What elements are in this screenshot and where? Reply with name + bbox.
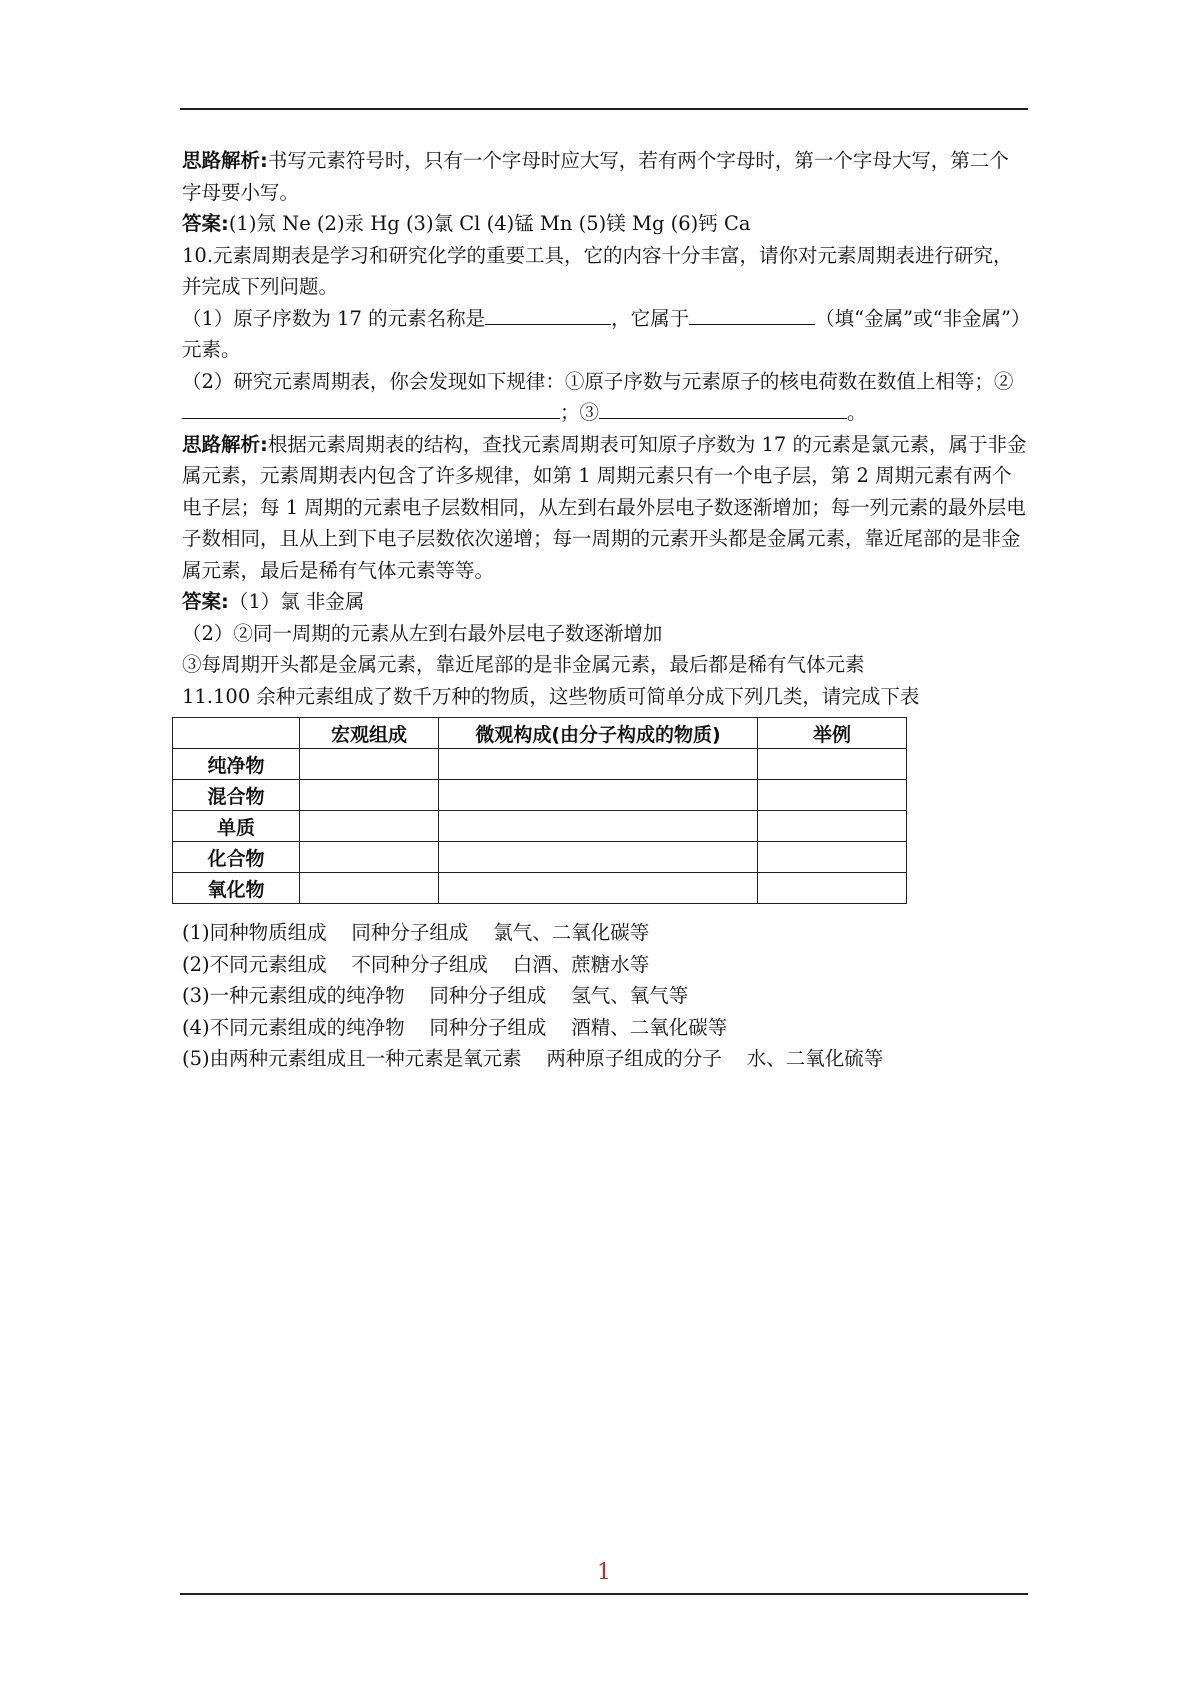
- page-number: 1: [597, 1560, 611, 1585]
- q10-stem: 10.元素周期表是学习和研究化学的重要工具，它的内容十分丰富，请你对元素周期表进行研究，并完成下列问题。: [182, 243, 1013, 298]
- table-row: [173, 842, 907, 873]
- q10-part2: [182, 366, 1028, 429]
- header-rule: [180, 108, 1028, 110]
- part2-text-a: （2）研究元素周期表，你会发现如下规律：①原子序数与元素原子的核电荷数在数值上相等；②: [182, 369, 1014, 393]
- table-cell[interactable]: [300, 873, 439, 904]
- main-content: [182, 145, 1028, 712]
- answer-line: (4)不同元素组成的纯净物 同种分子组成 酒精、二氧化碳等: [182, 1015, 728, 1039]
- q10-analysis: [182, 429, 1028, 587]
- table-cell[interactable]: [758, 873, 907, 904]
- table-header-cell: [173, 718, 300, 749]
- answer-label: 答案:: [182, 590, 229, 613]
- q11-stem: 11.100 余种元素组成了数千万种的物质，这些物质可简单分成下列几类，请完成下表: [182, 684, 920, 708]
- table-row: [173, 749, 907, 780]
- analysis-text: 书写元素符号时，只有一个字母时应大写，若有两个字母时，第一个字母大写，第二个字母要小写。: [182, 149, 1009, 204]
- q10-part1: [182, 303, 1028, 366]
- table-header-row: [173, 718, 907, 749]
- fill-blank[interactable]: [689, 303, 815, 325]
- fill-blank[interactable]: [599, 397, 847, 419]
- row-label: 化合物: [173, 842, 300, 873]
- analysis-label: 思路解析:: [182, 432, 268, 456]
- answer-text: （1）氯 非金属: [228, 590, 365, 613]
- fill-blank[interactable]: [182, 397, 560, 419]
- part1-text-b: ，它属于: [611, 306, 690, 330]
- part2-text-c: 。: [847, 401, 867, 424]
- q11-answers: [182, 917, 883, 1075]
- q10-answer-1: [182, 586, 1028, 618]
- answer-line: (2)不同元素组成 不同种分子组成 白酒、蔗糖水等: [182, 952, 650, 976]
- table-cell[interactable]: [300, 811, 439, 842]
- table-row: [173, 811, 907, 842]
- table-cell[interactable]: [300, 842, 439, 873]
- table-cell[interactable]: [439, 811, 758, 842]
- part1-text-a: （1）原子序数为 17 的元素名称是: [182, 306, 486, 330]
- answer-line: (1)同种物质组成 同种分子组成 氯气、二氧化碳等: [182, 921, 650, 944]
- table-header-cell: 微观构成(由分子构成的物质): [439, 718, 758, 749]
- row-label: 纯净物: [173, 749, 300, 780]
- q9-analysis: [182, 145, 1028, 208]
- table-cell[interactable]: [439, 842, 758, 873]
- table-cell[interactable]: [300, 780, 439, 811]
- answer-line: (5)由两种元素组成且一种元素是氧元素 两种原子组成的分子 水、二氧化硫等: [182, 1047, 884, 1070]
- table-cell[interactable]: [439, 873, 758, 904]
- table-row: [173, 780, 907, 811]
- table-row: [173, 873, 907, 904]
- table-cell[interactable]: [758, 749, 907, 780]
- row-label: 单质: [173, 811, 300, 842]
- table-cell[interactable]: [758, 842, 907, 873]
- table-header-cell: 宏观组成: [300, 718, 439, 749]
- part1-text-c: （填“金属”或“非金属”）元素。: [182, 306, 1021, 361]
- q10-answer-2: （2）②同一周期的元素从左到右最外层电子数逐渐增加: [182, 621, 663, 645]
- analysis-text: 根据元素周期表的结构，查找元素周期表可知原子序数为 17 的元素是氯元素，属于非金属元素，元素周期表内包含了许多规律，如第 1 周期元素只有一个电子层，第 2 周期元素有两个电子层；每 1 周期的元素电子层数相同，从左到右最外层电子数逐渐增加；每一列元素的最外层电子数相同，且从上到下电子层数依次递增；每一周期的元素开头都是金属元素，靠近尾部的是非金属元素，最后是稀有气体元素等等。: [182, 432, 1027, 582]
- answer-text: (1)氖 Ne (2)汞 Hg (3)氯 Cl (4)锰 Mn (5)镁 Mg (6)钙 Ca: [228, 212, 751, 235]
- table-cell[interactable]: [439, 780, 758, 811]
- classification-table: [172, 717, 907, 904]
- q9-answer: [182, 208, 1028, 240]
- answer-line: (3)一种元素组成的纯净物 同种分子组成 氢气、氧气等: [182, 984, 689, 1007]
- table-header-cell: 举例: [758, 718, 907, 749]
- table-cell[interactable]: [439, 749, 758, 780]
- part2-text-b: ；③: [560, 401, 600, 424]
- fill-blank[interactable]: [485, 303, 611, 325]
- footer-rule: [180, 1593, 1028, 1595]
- table-cell[interactable]: [758, 811, 907, 842]
- answer-label: 答案:: [182, 212, 229, 235]
- row-label: 氧化物: [173, 873, 300, 904]
- analysis-label: 思路解析:: [182, 149, 268, 172]
- row-label: 混合物: [173, 780, 300, 811]
- table-cell[interactable]: [758, 780, 907, 811]
- table-cell[interactable]: [300, 749, 439, 780]
- q10-answer-3: ③每周期开头都是金属元素，靠近尾部的是非金属元素，最后都是稀有气体元素: [182, 653, 865, 676]
